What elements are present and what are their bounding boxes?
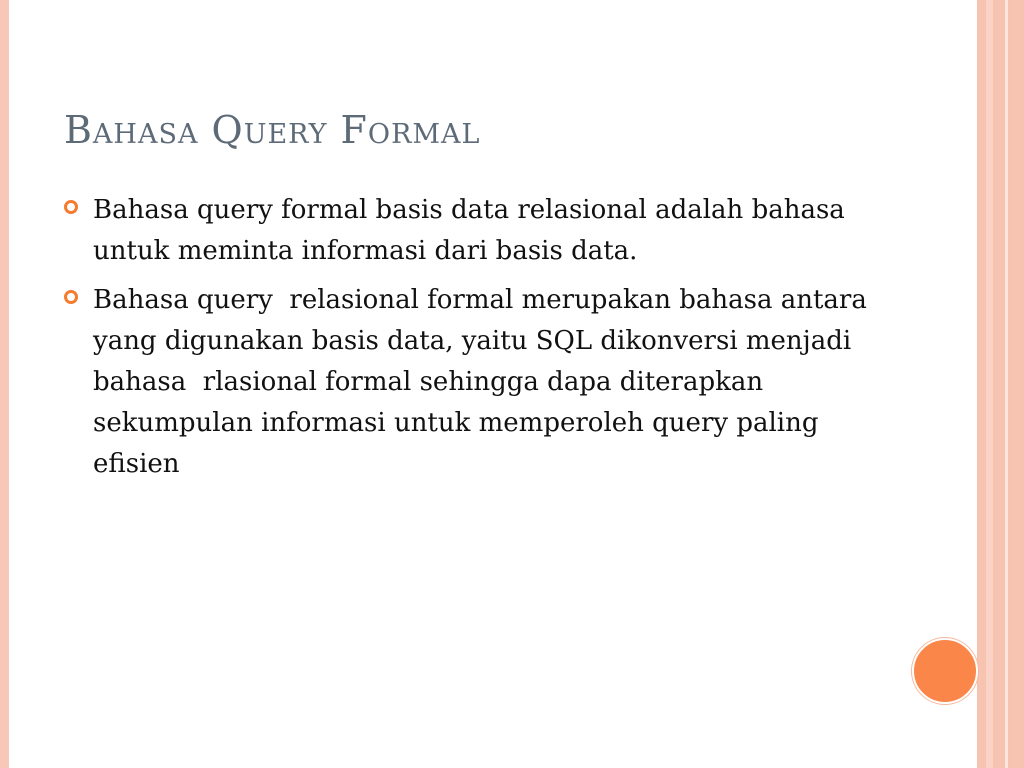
right-frame-stripe [986, 0, 993, 768]
right-frame-stripe [996, 0, 1001, 768]
right-frame-stripe [979, 0, 983, 768]
hollow-circle-bullet-icon [64, 290, 78, 304]
hollow-circle-bullet-icon [64, 200, 78, 214]
bullet-item [64, 190, 894, 272]
bullet-text: Bahasa query formal basis data relasional adalah bahasa untuk meminta informasi dari basis data. [93, 195, 854, 266]
left-frame-edge [0, 0, 9, 768]
bullet-text: Bahasa query relasional formal merupakan bahasa antara yang digunakan basis data, yaitu SQL dikonversi menjadi bahasa rlasional formal sehingga dapa diterapkan sekumpulan informasi untuk memperoleh query paling efisien [93, 285, 876, 479]
right-frame-stripe [1005, 0, 1008, 768]
slide-title: Bahasa Query Formal [64, 108, 481, 152]
bullet-item [64, 280, 894, 485]
right-frame-stripe [1011, 0, 1019, 768]
orange-circle-icon [912, 638, 978, 704]
bullet-list [64, 190, 894, 493]
